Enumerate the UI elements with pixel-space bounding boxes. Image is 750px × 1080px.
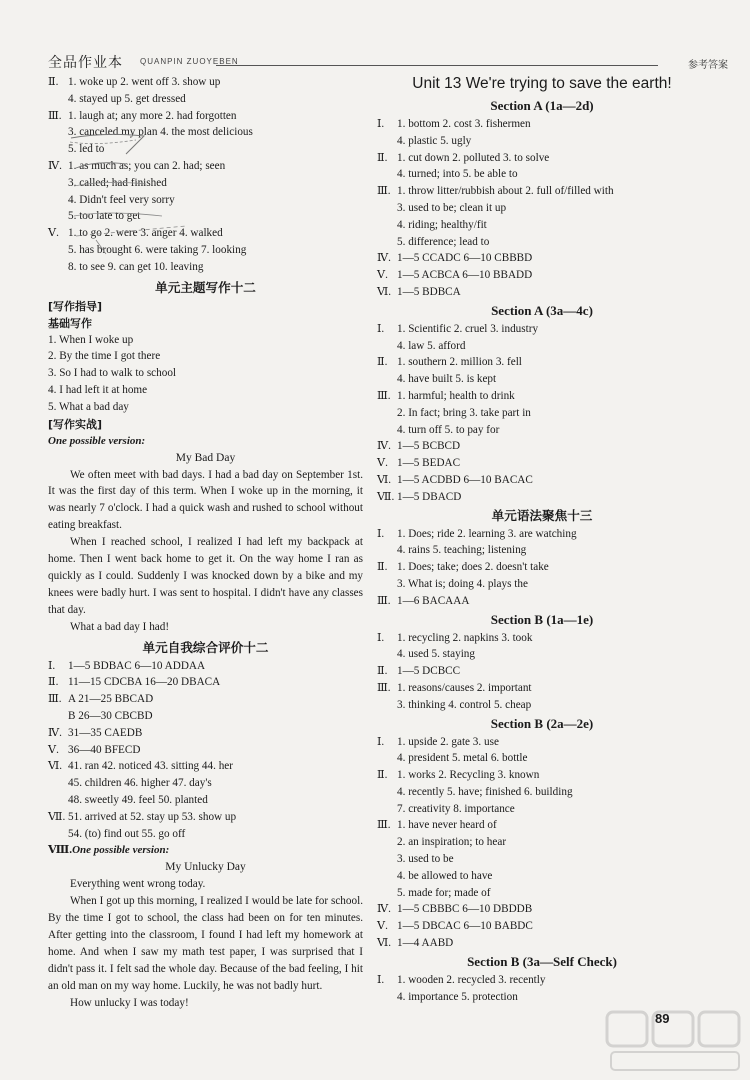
roman-numeral: Ⅶ. [48, 810, 66, 823]
answer-text: 8. to see 9. can get 10. leaving [68, 260, 204, 273]
answer-line [377, 801, 707, 818]
answer-line [377, 455, 707, 472]
answer-text: 1—5 BCBCD [397, 440, 461, 453]
answer-line [377, 972, 707, 989]
roman-numeral: Ⅲ. [377, 389, 391, 402]
essay2-body [48, 876, 363, 1011]
answer-line [377, 166, 707, 183]
answer-text: B 26—30 CBCBD [68, 710, 153, 722]
basic-writing-item: 3. So I had to walk to school [48, 367, 177, 380]
answer-text: 1. Does; take; does 2. doesn't take [397, 561, 549, 574]
answer-line [377, 559, 707, 576]
answer-line [377, 183, 707, 200]
answer-text: 41. ran 42. noticed 43. sitting 44. her [68, 760, 233, 773]
page-header [48, 52, 728, 74]
answer-text: 3. called; had finished [68, 176, 167, 189]
answer-text: 11—15 CDCBA 16—20 DBACA [68, 676, 221, 689]
answer-text: 48. sweetly 49. feel 50. planted [68, 793, 208, 806]
basic-writing-item: 4. I had left it at home [48, 383, 148, 396]
answer-text: 1. to go 2. were 3. anger 4. walked [68, 227, 223, 240]
answer-text: 1—6 BACAAA [397, 594, 470, 607]
roman-numeral: Ⅳ. [377, 252, 391, 265]
pencil-scribble-icon [66, 130, 196, 260]
answer-text: 4. recently 5. have; finished 6. building [397, 785, 573, 798]
answer-line [48, 725, 363, 742]
roman-numeral: Ⅱ. [48, 676, 59, 689]
roman-numeral: Ⅵ. [377, 937, 392, 950]
answer-line [377, 321, 707, 338]
answer-text: 51. arrived at 52. stay up 53. show up [68, 810, 237, 823]
answer-line [377, 646, 707, 663]
answer-text: 1. harmful; health to drink [397, 389, 515, 402]
answer-text: 4. turned; into 5. be able to [397, 168, 518, 181]
answer-line [377, 354, 707, 371]
answer-line [377, 526, 707, 543]
answer-text: 1. works 2. Recycling 3. known [397, 769, 540, 782]
writing-heading: 单元主题写作十二 [155, 279, 256, 295]
answer-text: 3. canceled my plan 4. the most delicious [68, 126, 253, 139]
evaluation-viii [48, 842, 363, 859]
answer-text: 1. cut down 2. polluted 3. to solve [397, 151, 550, 164]
answer-line [377, 989, 707, 1006]
roman-numeral: Ⅶ. [377, 490, 395, 503]
roman-numeral: Ⅵ. [377, 285, 392, 298]
answer-line [48, 259, 363, 276]
roman-numeral: Ⅱ. [377, 356, 388, 369]
answer-line [377, 422, 707, 439]
answer-text: A 21—25 BBCAD [68, 693, 154, 706]
roman-numeral: Ⅵ. [377, 473, 392, 486]
writing-practice-label: [写作实战] [48, 417, 103, 431]
answer-line [377, 817, 707, 834]
section-heading: Section B (1a—1e) [490, 611, 594, 627]
answer-text: 1. upside 2. gate 3. use [397, 735, 499, 748]
answer-line [48, 826, 363, 843]
section-heading: Section A (3a—4c) [491, 302, 593, 318]
basic-writing-item: 2. By the time I got there [48, 350, 161, 363]
roman-numeral: Ⅰ. [377, 973, 385, 986]
watermark-logo [605, 1008, 745, 1074]
roman-numeral: Ⅰ. [377, 527, 385, 540]
answer-text: 3. used to be; clean it up [397, 201, 507, 214]
answer-text: 4. be allowed to have [397, 869, 493, 882]
answer-text: 4. plastic 5. ugly [397, 134, 472, 147]
answer-line [377, 630, 707, 647]
essay-paragraph: When I reached school, I realized I had left my backpack at home. Then I went back home to get it. On the way home I ran as quickly as I could. Suddenly I was knocked down by a bike and my knees were badly hurt. I was sent to hospital. I didn't have any classes that day. [48, 536, 363, 616]
answer-line [377, 576, 707, 593]
roman-numeral: Ⅲ. [377, 185, 391, 198]
roman-numeral: Ⅳ. [377, 440, 391, 453]
answer-text: 1. southern 2. million 3. fell [397, 356, 522, 369]
answer-line [48, 658, 363, 675]
answer-line [48, 691, 363, 708]
answer-line [377, 767, 707, 784]
answer-line [377, 663, 707, 680]
roman-numeral: Ⅲ. [377, 594, 391, 607]
section-heading: Section B (2a—2e) [490, 715, 594, 731]
answer-line [377, 750, 707, 767]
possible-version-label: One possible version: [48, 434, 146, 447]
writing-guide-label: [写作指导] [48, 299, 103, 313]
answer-text: 1—5 ACDBD 6—10 BACAC [397, 473, 533, 486]
right-column [377, 74, 707, 1005]
essay1-body [48, 467, 363, 636]
basic-writing-list [48, 332, 363, 416]
essay-paragraph: Everything went wrong today. [70, 878, 206, 891]
answer-text: 3. used to be [397, 853, 454, 866]
answer-line [48, 809, 363, 826]
answer-text: 4. used 5. staying [397, 648, 475, 661]
roman-numeral: Ⅴ. [377, 457, 388, 470]
answer-text: 3. thinking 4. control 5. cheap [397, 698, 532, 711]
essay-paragraph: When I got up this morning, I realized I would be late for school. By the time I got to school, the class had been on for ten minutes. After getting into the classroom, I found I had left my homework at home. And when I saw my math test paper, I was surprised that I didn't pass it. I felt sad the whole day. Because of the bad feeling, I hit an old man on my way home. Luckily, he was not badly hurt. [48, 895, 363, 992]
answer-text: 1—5 DBCAC 6—10 BABDC [397, 920, 533, 933]
basic-writing-item: 5. What a bad day [48, 400, 129, 413]
answer-text: 5. difference; lead to [397, 235, 490, 248]
answer-line [377, 438, 707, 455]
evaluation-heading: 单元自我综合评价十二 [142, 639, 269, 655]
answer-line [377, 697, 707, 714]
answer-text: 2. an inspiration; to hear [397, 836, 507, 849]
answer-line [377, 267, 707, 284]
answer-line [48, 74, 363, 91]
answer-text: 1. bottom 2. cost 3. fishermen [397, 118, 531, 130]
answer-text: 1. reasons/causes 2. important [397, 681, 532, 694]
unit13-sections [377, 96, 707, 1005]
answer-text: 1. have never heard of [397, 819, 497, 832]
answer-line [377, 200, 707, 217]
answer-line [48, 91, 363, 108]
basic-writing-label: 基础写作 [48, 316, 92, 330]
roman-numeral: Ⅳ. [377, 903, 391, 916]
roman-numeral: Ⅱ. [377, 665, 388, 678]
answer-text: 4. Didn't feel very sorry [68, 193, 175, 206]
answer-line [377, 885, 707, 902]
answer-line [377, 834, 707, 851]
answer-text: 1—5 DCBCC [397, 665, 461, 678]
answer-text: 1. as much as; you can 2. had; seen [68, 159, 226, 172]
answer-line [377, 680, 707, 697]
answer-text: 1. woke up 2. went off 3. show up [68, 76, 221, 88]
roman-numeral: Ⅷ. [48, 844, 73, 857]
unit-title: Unit 13 We're trying to save the earth! [412, 75, 672, 92]
answer-text: 1—5 BDBAC 6—10 ADDAA [68, 659, 206, 672]
answer-line [377, 918, 707, 935]
answer-text: 5. too late to get [68, 210, 141, 223]
answer-line [377, 388, 707, 405]
answer-text: 1. wooden 2. recycled 3. recently [397, 973, 546, 986]
answer-text: 1. Scientific 2. cruel 3. industry [397, 322, 539, 335]
answer-line [48, 108, 363, 125]
answer-line [377, 472, 707, 489]
answer-text: 4. importance 5. protection [397, 990, 518, 1003]
roman-numeral: Ⅳ. [48, 726, 62, 739]
answer-line [377, 133, 707, 150]
roman-numeral: Ⅲ. [377, 681, 391, 694]
possible-version-label-2: One possible version: [72, 844, 170, 857]
roman-numeral: Ⅴ. [48, 227, 59, 240]
answer-text: 4. stayed up 5. get dressed [68, 92, 186, 105]
answer-line [377, 405, 707, 422]
essay-paragraph: How unlucky I was today! [70, 996, 189, 1009]
answer-text: 4. riding; healthy/fit [397, 218, 487, 231]
answer-line [377, 250, 707, 267]
header-title: 全品作业本 [48, 55, 123, 71]
answer-line [377, 901, 707, 918]
answer-text: 2. In fact; bring 3. take part in [397, 406, 531, 419]
header-rule [216, 65, 658, 66]
answer-line [377, 851, 707, 868]
answer-line [377, 935, 707, 952]
roman-numeral: Ⅱ. [377, 151, 388, 164]
answer-text: 1—5 ACBCA 6—10 BBADD [397, 269, 533, 282]
answer-text: 1. throw litter/rubbish about 2. full of/filled with [397, 185, 614, 198]
answer-line [377, 868, 707, 885]
answer-text: 4. president 5. metal 6. bottle [397, 752, 528, 765]
page-number: 89 [655, 1011, 670, 1026]
answer-text: 5. led to [68, 143, 105, 156]
evaluation-answers [48, 658, 363, 843]
answer-line [377, 489, 707, 506]
answer-text: 54. (to) find out 55. go off [68, 827, 186, 840]
answer-text: 1. laugh at; any more 2. had forgotten [68, 109, 237, 122]
answer-text: 1—4 AABD [397, 937, 454, 950]
answer-text: 5. has brought 6. were taking 7. looking [68, 243, 247, 256]
essay-paragraph: What a bad day I had! [70, 620, 170, 633]
answer-line [48, 674, 363, 691]
roman-numeral: Ⅰ. [377, 118, 385, 130]
header-pinyin: QUANPIN ZUOYEBEN [140, 57, 239, 66]
answer-text: 45. children 46. higher 47. day's [68, 777, 212, 790]
roman-numeral: Ⅱ. [377, 561, 388, 574]
roman-numeral: Ⅴ. [48, 743, 59, 756]
essay-paragraph: We often meet with bad days. I had a bad day on September 1st. It was the first day of this term. When I woke up in the morning, it was nearly 7 o'clock. I had a quick wash and rushed to school without eating breakfast. [48, 468, 363, 532]
answer-line [377, 217, 707, 234]
answer-line [377, 784, 707, 801]
roman-numeral: Ⅲ. [377, 819, 391, 832]
basic-writing-item: 1. When I woke up [48, 333, 134, 346]
roman-numeral: Ⅰ. [377, 322, 385, 335]
essay1-title: My Bad Day [175, 451, 236, 464]
answer-text: 1. recycling 2. napkins 3. took [397, 631, 533, 644]
answer-text: 31—35 CAEDB [68, 726, 143, 739]
section-heading: Section A (1a—2d) [490, 98, 594, 113]
answer-line [377, 338, 707, 355]
roman-numeral: Ⅴ. [377, 269, 388, 282]
section-heading: Section B (3a—Self Check) [467, 953, 617, 969]
answer-line [377, 284, 707, 301]
answer-line [48, 742, 363, 759]
answer-text: 1—5 BDBCA [397, 285, 461, 298]
answer-text: 7. creativity 8. importance [397, 802, 515, 815]
answer-text: 4. law 5. afford [397, 339, 466, 352]
roman-numeral: Ⅲ. [48, 109, 62, 122]
roman-numeral: Ⅱ. [377, 769, 388, 782]
section-heading: 单元语法聚焦十三 [491, 507, 593, 523]
answer-text: 36—40 BFECD [68, 743, 141, 756]
answer-line [377, 116, 707, 133]
answer-text: 3. What is; doing 4. plays the [397, 577, 528, 590]
answer-line [377, 371, 707, 388]
roman-numeral: Ⅰ. [48, 659, 56, 672]
roman-numeral: Ⅴ. [377, 920, 388, 933]
answer-text: 4. rains 5. teaching; listening [397, 544, 527, 557]
answer-line [377, 234, 707, 251]
answer-line [377, 734, 707, 751]
answer-line [48, 708, 363, 725]
answer-line [48, 758, 363, 775]
answer-line [48, 792, 363, 809]
answer-text: 1. Does; ride 2. learning 3. are watching [397, 527, 577, 540]
answer-text: 5. made for; made of [397, 886, 491, 899]
roman-numeral: Ⅱ. [48, 76, 59, 88]
roman-numeral: Ⅵ. [48, 760, 63, 773]
header-right-label: 参考答案 [688, 60, 728, 71]
answer-text: 1—5 CBBBC 6—10 DBDDB [397, 903, 533, 916]
roman-numeral: Ⅰ. [377, 735, 385, 748]
roman-numeral: Ⅲ. [48, 693, 62, 706]
essay2-title: My Unlucky Day [165, 861, 246, 874]
roman-numeral: Ⅰ. [377, 631, 385, 644]
answer-line [48, 775, 363, 792]
answer-line [377, 542, 707, 559]
answer-text: 1—5 BEDAC [397, 457, 461, 470]
answer-line [377, 150, 707, 167]
answer-line [377, 593, 707, 610]
roman-numeral: Ⅳ. [48, 159, 62, 172]
answer-text: 1—5 CCADC 6—10 CBBBD [397, 252, 533, 265]
answer-text: 1—5 DBACD [397, 490, 462, 503]
answer-text: 4. turn off 5. to pay for [397, 423, 500, 436]
answer-text: 4. have built 5. is kept [397, 373, 497, 386]
